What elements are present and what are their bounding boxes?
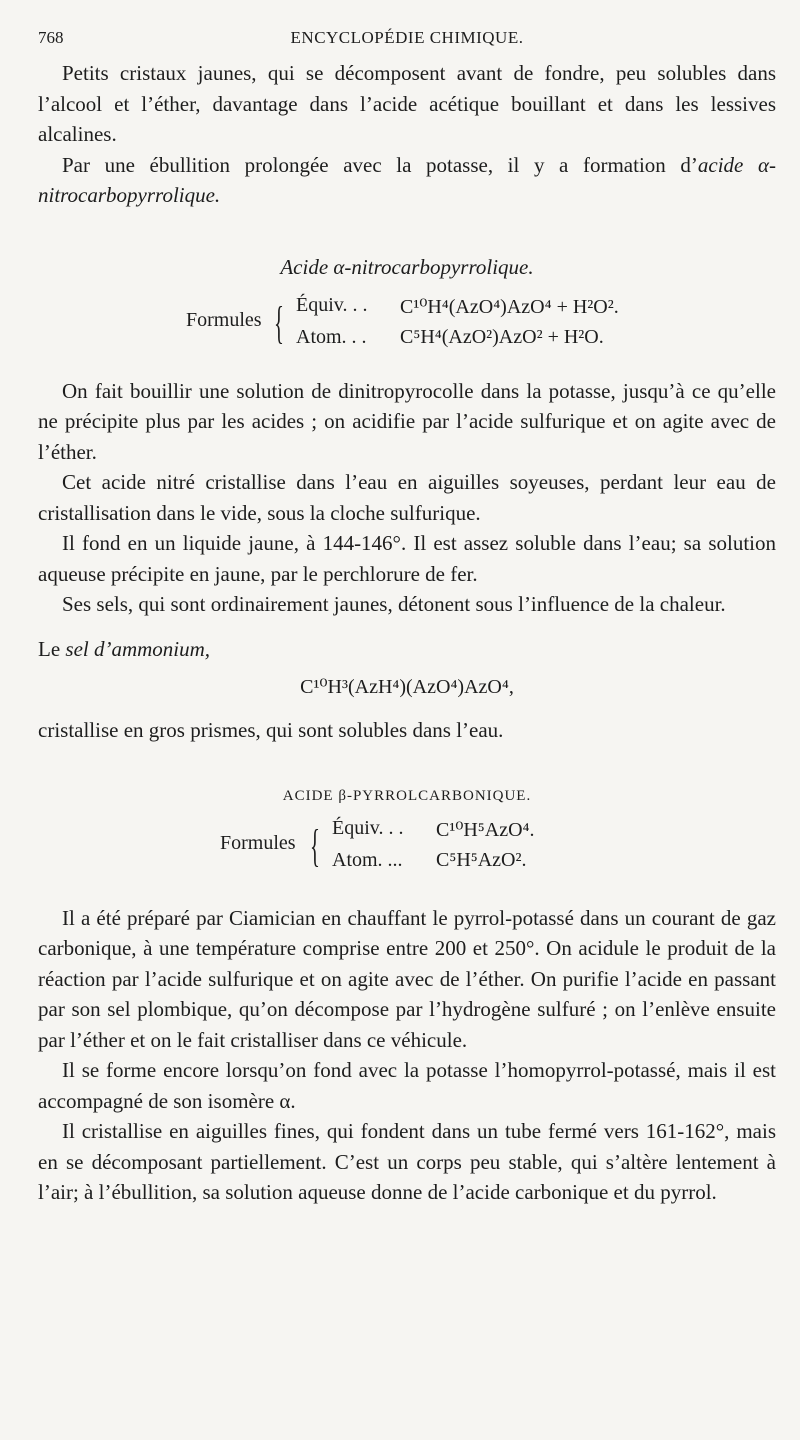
page-number: 768: [38, 28, 64, 47]
brace-icon: {: [310, 819, 320, 871]
book-page: [38, 28, 776, 1208]
paragraph-4: Cet acide nitré cristallise dans l’eau en aiguilles soyeuses, perdant leur eau de cristallisation dans le vide, sous la cloche sulfurique.: [38, 470, 776, 525]
section-1-title: Acide α-nitrocarbopyrrolique.: [280, 254, 534, 279]
brace-icon: {: [274, 296, 284, 348]
formula-block-2: [38, 815, 776, 881]
formula-1-atom-label: Atom. . .: [296, 325, 367, 348]
paragraph-3: On fait bouillir une solution de dinitropyrocolle dans la potasse, jusqu’à ce qu’elle ne précipite plus par les acides ; on acidifie par l’acide sulfurique et on agite avec de l’éther.: [38, 378, 776, 464]
formula-1-atom: C⁵H⁴(AzO²)AzO² + H²O.: [400, 325, 604, 348]
section-2-title: ACIDE β-PYRROLCARBONIQUE.: [282, 787, 532, 804]
salt-intro-le: Le: [38, 636, 66, 661]
salt-formula: C¹⁰H³(AzH⁴)(AzO⁴)AzO⁴,: [300, 676, 514, 698]
formula-2-atom: C⁵H⁵AzO².: [436, 848, 527, 871]
salt-intro: [38, 634, 776, 665]
formula-2-atom-label: Atom. ...: [332, 848, 403, 871]
formula-2-equiv-label: Équiv. . .: [332, 816, 404, 839]
paragraph-5: Il fond en un liquide jaune, à 144-146°. Il est assez soluble dans l’eau; sa solution aqueuse précipite en jaune, par le perchlorure de fer.: [38, 531, 776, 586]
paragraph-8: Il a été préparé par Ciamician en chauffant le pyrrol-potassé dans un courant de gaz carbonique, à une température comprise entre 200 et 250°. On acidule le produit de la réaction par l’acide sulfurique et on agite avec de l’éther. On purifie l’acide en passant par son sel plombique, qu’on décompose par l’hydrogène sulfuré ; on l’enlève ensuite par l’éther et on le fait cristalliser dans ce véhicule.: [38, 905, 776, 1052]
formula-1-equiv-label: Équiv. . .: [296, 293, 368, 316]
paragraph-2-text: Par une ébullition prolongée avec la potasse, il y a formation d’: [62, 152, 698, 177]
formula-1-equiv: C¹⁰H⁴(AzO⁴)AzO⁴ + H²O².: [400, 295, 619, 318]
formula-2-equiv: C¹⁰H⁵AzO⁴.: [436, 818, 535, 841]
paragraph-2-italic: acide α-nitrocarbopyrrolique.: [38, 152, 776, 207]
formula-block-1: [38, 292, 776, 358]
paragraph-2: [38, 150, 776, 211]
formula-1-label: Formules: [186, 308, 262, 331]
running-header: [38, 28, 776, 58]
paragraph-6: Ses sels, qui sont ordinairement jaunes, détonent sous l’influence de la chaleur.: [62, 592, 726, 616]
running-title: ENCYCLOPÉDIE CHIMIQUE.: [290, 28, 524, 47]
paragraph-10: Il cristallise en aiguilles fines, qui fondent dans un tube fermé vers 161-162°, mais en se décomposant partiellement. C’est un corps peu stable, qui s’altère lentement à l’air; à l’ébullition, sa solution aqueuse donne de l’acide carbonique et du pyrrol.: [38, 1119, 776, 1204]
salt-intro-italic: sel d’ammonium,: [65, 636, 211, 661]
formula-2-label: Formules: [220, 831, 296, 854]
paragraph-9: Il se forme encore lorsqu’on fond avec la potasse l’homopyrrol-potassé, mais il est accompagné de son isomère α.: [38, 1058, 776, 1113]
paragraph-7: cristallise en gros prismes, qui sont solubles dans l’eau.: [38, 718, 504, 742]
paragraph-1: Petits cristaux jaunes, qui se décomposent avant de fondre, peu solubles dans l’alcool et l’éther, davantage dans l’acide acétique bouillant et dans les lessives alcalines.: [38, 61, 776, 146]
